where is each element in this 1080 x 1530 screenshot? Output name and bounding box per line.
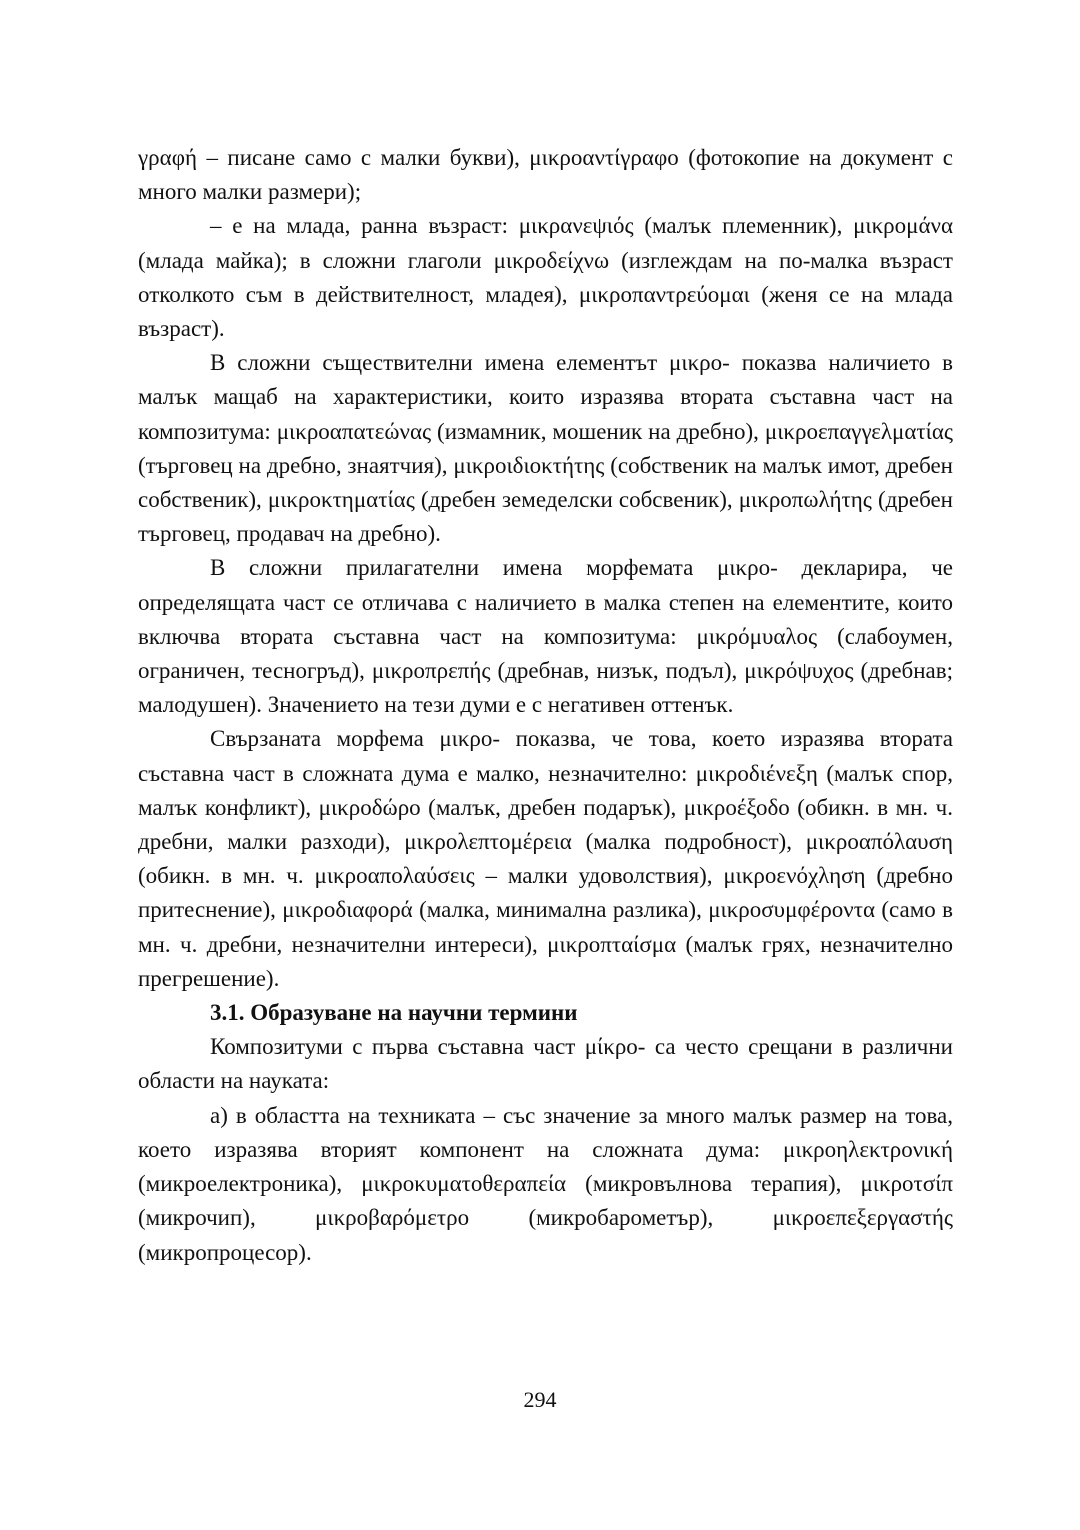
paragraph-science-intro: Композитуми с първа съставна част μίκρο- са често срещани в различни области на науката: [138,1034,953,1094]
paragraph-young-age: – е на млада, ранна възраст: μικρανεψιός (малък племенник), μικρομάνα (млада майка); в сложни глаголи μικροδείχνω (изглеждам на по-малка възраст отколкото съм в действителност, младея), μικροπαντρεύομαι (женя се на млада възраст). [138,213,953,342]
page-number: 294 [523,1387,557,1412]
section-heading: 3.1. Образуване на научни термини [210,1000,578,1026]
paragraph-nouns: В сложни съществителни имена елементът μικρο- показва наличието в малък мащаб на характеристики, които изразява втората съставна част на композитума: μικροαπατεώνας (измамник, мошеник на дребно), μικροεπαγγελματίας (търговец на дребно, знаятчия), μικροιδιοκτήτης (собственик на малък имот, дребен собственик), μικροκτηματίας (дребен земеделски собсвеник), μικροπωλήτης (дребен търговец, продавач на дребно). [138,350,953,547]
paragraph-bound-morpheme: Свързаната морфема μικρο- показва, че това, което изразява втората съставна част в сложната дума е малко, незначително: μικροδιένεξη (малък спор, малък конфликт), μικροδώρο (малък, дребен подарък), μικροέξοδο (обикн. в мн. ч. дребни, малки разходи), μικρολεπτομέρεια (малка подробност), μικροαπόλαυση (обикн. в мн. ч. μικροαπολαύσεις – малки удоволствия), μικροενόχληση (дребно притеснение), μικροδιαφορά (малка, минимална разлика), μικροσυμφέροντα (само в мн. ч. дребни, незначителни интереси), μικροπταίσμα (малък грях, незначително прегрешение). [138,726,954,991]
paragraph-adjectives: В сложни прилагателни имена морфемата μικρο- декларира, че определящата част се отличава с наличието в малка степен на елементите, които включва втората съставна част на композитума: μικρόμυαλος (слабоумен, ограничен, тесногръд), μικροπρεπής (дребнав, низък, подъл), μικρόψυχος (дребнав; малодушен). Значението на тези думи е с негативен оттенък. [138,555,953,718]
page-body [138,141,953,1270]
paragraph-continuation: γραφή – писане само с малки букви), μικροαντίγραφο (фотокопие на документ с много малки размери); [138,145,953,205]
paragraph-technology: а) в областта на техниката – със значение за много малък размер на това, което изразява вторият компонент на сложната дума: μικροηλεκτρονική (микроелектроника), μικροκυματοθεραπεία (микровълнова терапия), μικροτσίπ (микрочип), μικροβαρόμετρο (микробарометър), μικροεπεξεργαστής (микропроцесор). [138,1102,953,1265]
